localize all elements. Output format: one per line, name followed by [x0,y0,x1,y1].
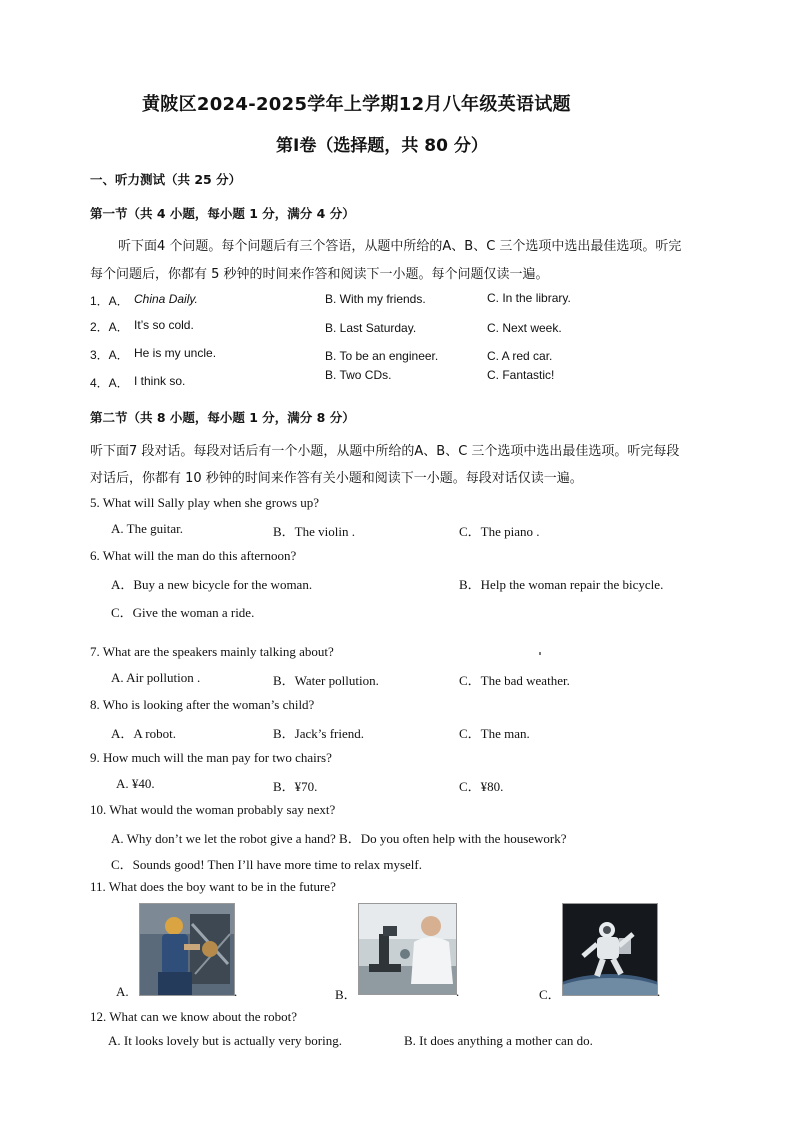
q11-option-b-label: B． [335,987,357,1002]
q11-question: 11. What does the boy want to be in the future? [90,879,336,894]
paper-subtitle: 第Ⅰ卷（选择题，共 80 分） [276,136,488,156]
astronaut-image [563,904,657,995]
q1-option-b: B. With my friends. [325,292,426,306]
q10-option-c: C．Sounds good! Then I’ll have more time to relax myself. [111,857,422,872]
q3-option-a: He is my uncle. [134,346,217,360]
q4-option-b: B. Two CDs. [325,368,392,382]
q2-option-c: C. Next week. [487,321,562,335]
q5-option-b: B．The violin . [273,524,355,539]
engineer-picture [139,903,235,996]
q6-option-a: A．Buy a new bicycle for the woman. [111,577,313,592]
q7-option-b: B．Water pollution. [273,673,379,688]
q4-option-a: I think so. [134,374,186,388]
q7-option-c: C．The bad weather. [459,673,570,688]
q6-option-b: B．Help the woman repair the bicycle. [459,577,664,592]
q2-number: 2．A． [90,320,129,334]
q10-question: 10. What would the woman probably say next? [90,802,336,817]
q3-option-c: C. A red car. [487,349,553,363]
q4-number: 4．A． [90,376,129,390]
q8-question: 8. Who is looking after the woman’s child? [90,697,315,712]
scientist-picture [358,903,457,995]
q1-option-a: China Daily. [134,292,198,306]
q9-option-b: B．¥70. [273,779,318,794]
part-heading-listening: 一、听力测试（共 25 分） [90,172,242,187]
q6-question: 6. What will the man do this afternoon? [90,548,297,563]
q2-option-b: B. Last Saturday. [325,321,417,335]
q4-option-c: C. Fantastic! [487,368,555,382]
section2-instruction-line2: 对话后，你都有 10 秒钟的时间来作答有关小题和阅读下一小题。每段对话仅读一遍。 [90,471,583,486]
q7-question: 7. What are the speakers mainly talking about? [90,644,334,659]
q5-option-a: A. The guitar. [111,521,183,536]
q8-option-b: B．Jack’s friend. [273,726,364,741]
q8-option-a: A．A robot. [111,726,177,741]
q11-option-a-dot: . [234,984,238,999]
q12-option-a: A. It looks lovely but is actually very boring. [108,1033,342,1048]
section1-heading: 第一节（共 4 小题，每小题 1 分，满分 4 分） [90,206,355,221]
q1-number: 1．A． [90,294,129,308]
q11-option-b-dot: . [456,984,460,999]
section2-heading: 第二节（共 8 小题，每小题 1 分，满分 8 分） [90,410,355,425]
q1-option-c: C. In the library. [487,291,571,305]
scan-speck [539,652,541,655]
q10-options-ab: A. Why don’t we let the robot give a hand? B．Do you often help with the housework? [111,831,567,846]
q11-option-c-label: C． [539,987,561,1002]
q5-question: 5. What will Sally play when she grows up? [90,495,320,510]
q9-option-a: A. ¥40. [116,776,155,791]
q9-question: 9. How much will the man pay for two chairs? [90,750,332,765]
q11-option-a-label: A. [116,984,129,999]
q12-question: 12. What can we know about the robot? [90,1009,297,1024]
section1-instruction-line2: 每个问题后，你都有 5 秒钟的时间来作答和阅读下一小题。每个问题仅读一遍。 [90,267,549,282]
q12-option-b: B. It does anything a mother can do. [404,1033,593,1048]
astronaut-picture [562,903,658,996]
exam-title: 黄陂区2024-2025学年上学期12月八年级英语试题 [142,94,571,115]
q6-option-c: C．Give the woman a ride. [111,605,255,620]
engineer-image [140,904,234,995]
q8-option-c: C．The man. [459,726,530,741]
q3-number: 3．A． [90,348,129,362]
section1-instruction-line1: 听下面4 个问题。每个问题后有三个答语，从题中所给的A、B、C 三个选项中选出最佳选项。听完 [118,239,682,254]
q7-option-a: A. Air pollution . [111,670,201,685]
q3-option-b: B. To be an engineer. [325,349,439,363]
q9-option-c: C．¥80. [459,779,504,794]
q11-option-c-dot: . [657,984,661,999]
q2-option-a: It’s so cold. [134,318,194,332]
section2-instruction-line1: 听下面7 段对话。每段对话后有一个小题，从题中所给的A、B、C 三个选项中选出最佳选项。听完每段 [90,444,680,459]
q5-option-c: C．The piano . [459,524,540,539]
scientist-image [359,904,456,994]
